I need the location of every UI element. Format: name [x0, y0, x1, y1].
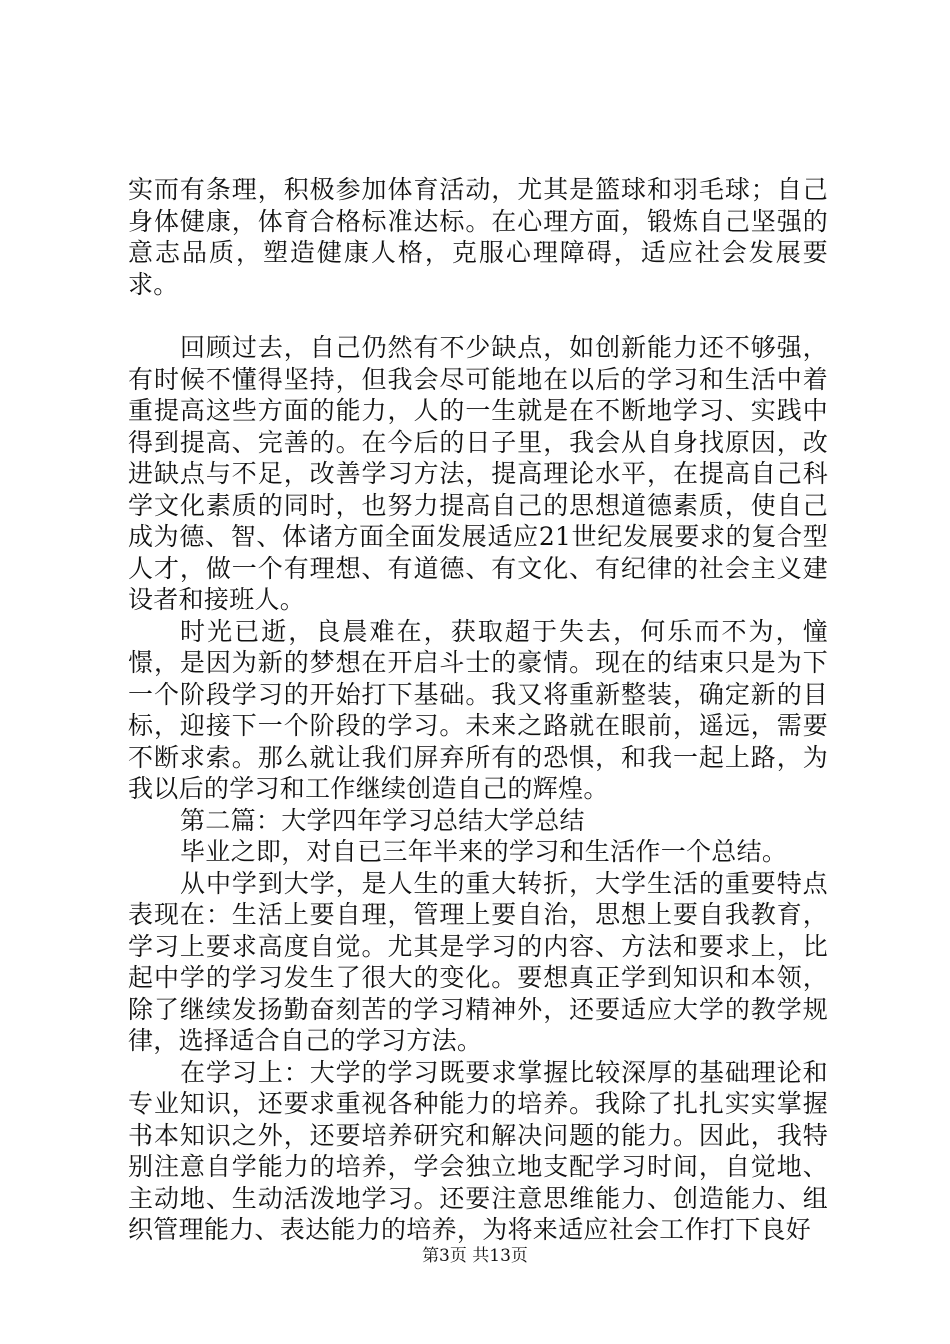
paragraph-study: 在学习上：大学的学习既要求掌握比较深厚的基础理论和专业知识，还要求重视各种能力的培养。我除了扎扎实实掌握书本知识之外，还要培养研究和解决问题的能力。因此，我特别注意自学能力的培养，学会独立地支配学习时间，自觉地、主动地、生动活泼地学习。还要注意思维能力、创造能力、组织管理能力、表达能力的培养，为将来适应社会工作打下良好: [128, 1057, 828, 1244]
document-body: [128, 174, 828, 1246]
paragraph-continuation: 实而有条理，积极参加体育活动，尤其是篮球和羽毛球；自己身体健康，体育合格标准达标。在心理方面，锻炼自己坚强的意志品质，塑造健康人格，克服心理障碍，适应社会发展要求。: [128, 175, 828, 299]
paragraph-graduation: 毕业之即，对自已三年半来的学习和生活作一个总结。: [180, 837, 788, 866]
paragraph-transition: 从中学到大学，是人生的重大转折，大学生活的重要特点表现在：生活上要自理，管理上要自治，思想上要自我教育，学习上要求高度自觉。尤其是学习的内容、方法和要求上，比起中学的学习发生了很大的变化。要想真正学到知识和本领，除了继续发扬勤奋刻苦的学习精神外，还要适应大学的教学规律，选择适合自己的学习方法。: [128, 868, 828, 1055]
paragraph-future: 时光已逝，良晨难在，获取超于失去，何乐而不为，憧憬，是因为新的梦想在开启斗士的豪情。现在的结束只是为下一个阶段学习的开始打下基础。我又将重新整装，确定新的目标，迎接下一个阶段的学习。未来之路就在眼前，遥远，需要不断求索。那么就让我们屏弃所有的恐惧，和我一起上路，为我以后的学习和工作继续创造自己的辉煌。: [128, 616, 828, 803]
section-heading: 第二篇：大学四年学习总结大学总结: [180, 805, 585, 835]
page-footer: 第3页 共13页: [422, 1246, 528, 1266]
paragraph-review: 回顾过去，自己仍然有不少缺点，如创新能力还不够强，有时候不懂得坚持，但我会尽可能地在以后的学习和生活中着重提高这些方面的能力，人的一生就是在不断地学习、实践中得到提高、完善的。在今后的日子里，我会从自身找原因，改进缺点与不足，改善学习方法，提高理论水平，在提高自己科学文化素质的同时，也努力提高自己的思想道德素质，使自己成为德、智、体诸方面全面发展适应21世纪发展要求的复合型人才，做一个有理想、有道德、有文化、有纪律的社会主义建设者和接班人。: [128, 333, 828, 614]
